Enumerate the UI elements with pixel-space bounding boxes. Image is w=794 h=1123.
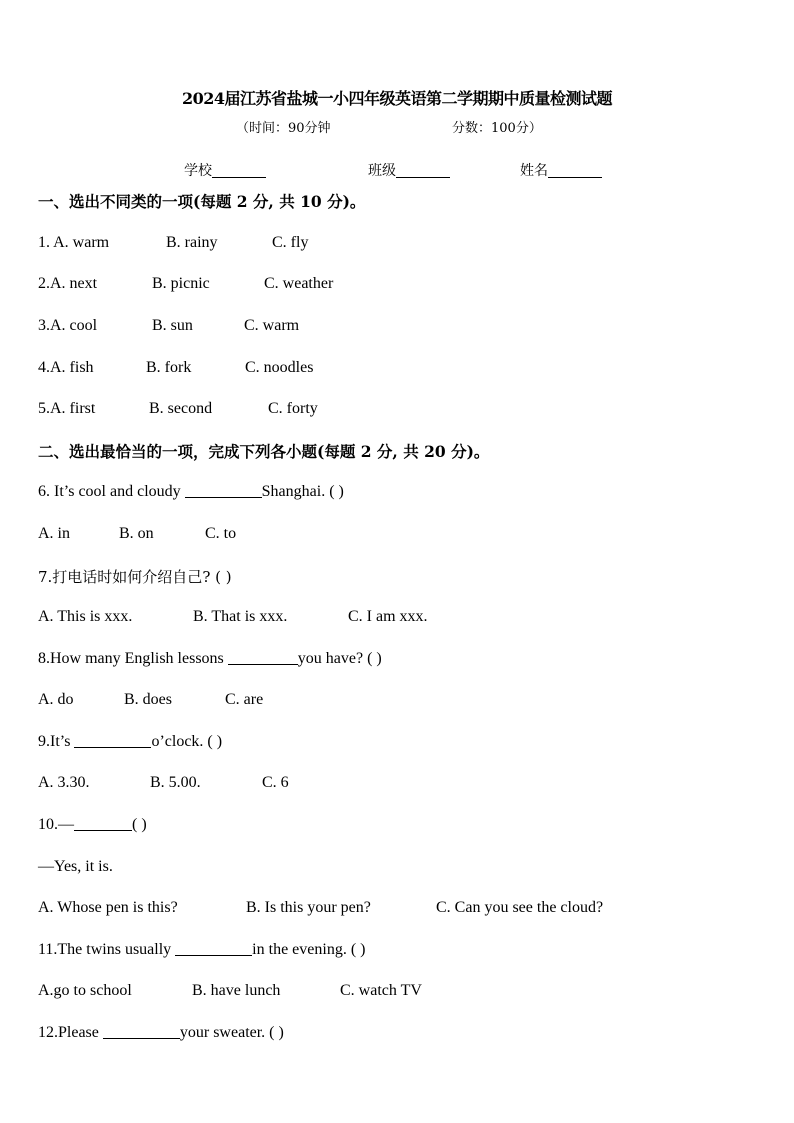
question-text-end: ( ) [132,816,147,833]
section-2-heading: 二、选出最恰当的一项，完成下列各小题(每题 2 分, 共 20 分)。 [38,442,490,461]
question-text-end: you have? ( ) [297,650,382,667]
question-number: 5. [38,400,50,417]
option-c[interactable]: C. noodles [245,359,314,376]
question-text: 9.It’s [38,733,75,750]
answer-blank[interactable] [74,816,132,831]
option-a[interactable]: A. cool [50,317,98,334]
name-label: 姓名 [520,163,548,179]
option-c[interactable]: C. fly [272,234,309,251]
option-a[interactable]: A. Whose pen is this? [38,899,178,916]
option-b[interactable]: B. does [124,691,172,708]
exam-score: 分数：100分） [452,121,542,136]
question-text: 6. It’s cool and cloudy [38,483,185,500]
question-text: 7.打电话时如何介绍自己? ( ) [38,568,232,586]
school-label: 学校 [184,163,212,179]
question-number: 3. [38,317,50,334]
option-b[interactable]: B. fork [146,359,192,376]
option-a[interactable]: A. 3.30. [38,774,90,791]
option-a[interactable]: A. in [38,525,70,542]
option-c[interactable]: C. 6 [262,774,289,791]
class-field[interactable] [368,160,450,180]
option-b[interactable]: B. picnic [152,275,210,292]
question-text: 8.How many English lessons [38,650,228,667]
option-a[interactable]: A. This is xxx. [38,608,133,625]
option-a[interactable]: A. warm [53,234,110,251]
option-c[interactable]: C. are [225,691,264,708]
option-a[interactable]: A. fish [50,359,94,376]
page-title: 2024届江苏省盐城一小四年级英语第二学期期中质量检测试题 [181,89,613,108]
exam-time: （时间：90分钟 [236,121,331,136]
question-text: 12.Please [38,1024,103,1041]
option-b[interactable]: B. 5.00. [150,774,201,791]
question-text-end: in the evening. ( ) [252,941,366,958]
option-b[interactable]: B. have lunch [192,982,281,999]
answer-blank[interactable] [74,733,151,748]
option-c[interactable]: C. Can you see the cloud? [436,899,604,916]
dialogue-answer: —Yes, it is. [38,858,113,875]
answer-blank[interactable] [185,483,262,498]
option-a[interactable]: A. do [38,691,74,708]
question-number: 4. [38,359,50,376]
option-b[interactable]: B. on [119,525,154,542]
option-c[interactable]: C. forty [268,400,318,417]
option-c[interactable]: C. I am xxx. [348,608,428,625]
school-field[interactable] [184,160,266,180]
option-c[interactable]: C. warm [244,317,300,334]
option-b[interactable]: B. second [149,400,213,417]
option-a[interactable]: A. first [50,400,96,417]
option-c[interactable]: C. to [205,525,237,542]
option-b[interactable]: B. That is xxx. [193,608,288,625]
question-text-end: o’clock. ( ) [151,733,223,750]
option-c[interactable]: C. weather [264,275,334,292]
question-number: 2. [38,275,50,292]
option-a[interactable]: A. next [50,275,98,292]
answer-blank[interactable] [175,941,252,956]
option-b[interactable]: B. sun [152,317,193,334]
question-text-end: Shanghai. ( ) [261,483,344,500]
option-c[interactable]: C. watch TV [340,982,422,999]
class-label: 班级 [368,163,396,179]
name-blank[interactable] [548,163,602,178]
option-b[interactable]: B. rainy [166,234,218,251]
question-text-end: your sweater. ( ) [179,1024,284,1041]
question-number: 1. [38,234,54,251]
section-1-heading: 一、选出不同类的一项(每题 2 分, 共 10 分)。 [38,192,366,211]
question-text: 11.The twins usually [38,941,176,958]
answer-blank[interactable] [103,1024,180,1039]
option-a[interactable]: A.go to school [38,982,132,999]
question-text: 10.— [38,816,74,833]
class-blank[interactable] [396,163,450,178]
option-b[interactable]: B. Is this your pen? [246,899,371,916]
answer-blank[interactable] [228,650,298,665]
school-blank[interactable] [212,163,266,178]
name-field[interactable] [520,160,602,180]
